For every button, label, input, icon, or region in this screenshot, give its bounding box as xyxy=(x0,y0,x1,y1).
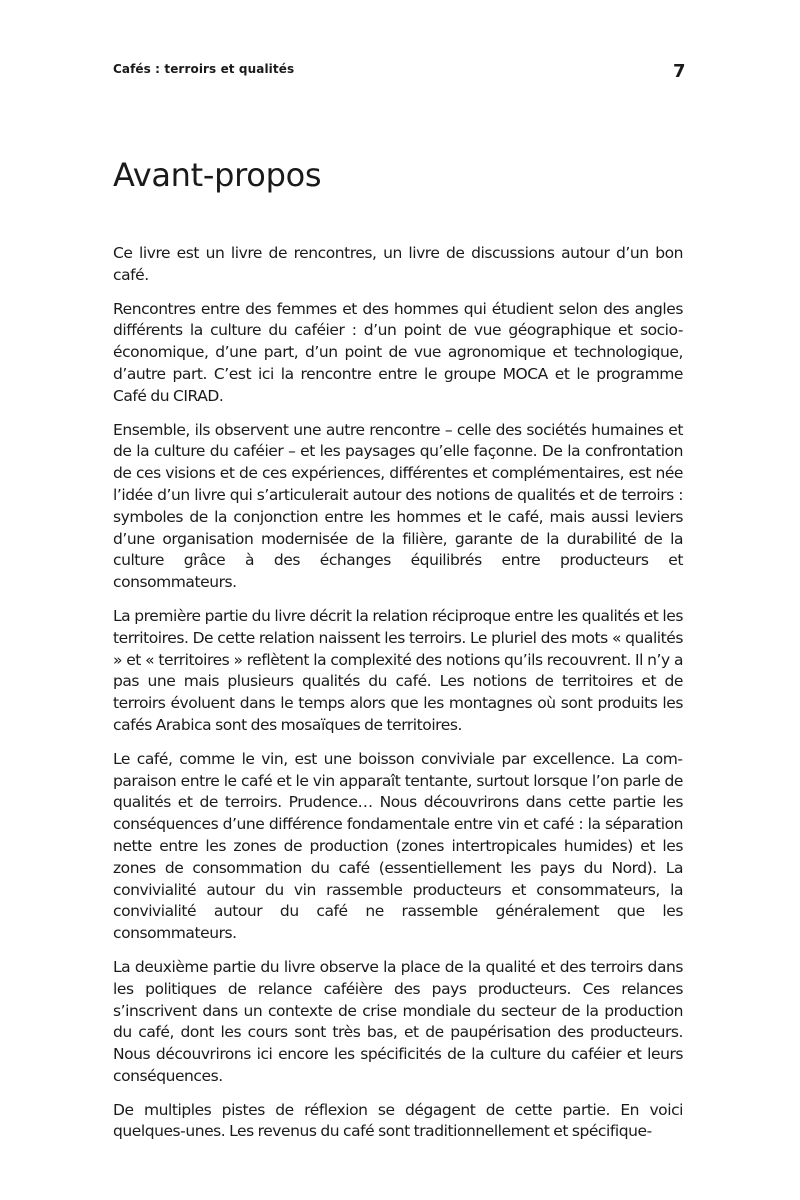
chapter-title: Avant-propos xyxy=(113,156,322,194)
paragraph: Ensemble, ils observent une autre rencontre – celle des sociétés humaines et de la culture du caféier – et les paysages qu’elle façonne. De la confrontation de ces visions et de ces expériences, différentes et complémentaires, est née l’idée d’un livre qui s’articulerait autour des notions de qualités et de terroirs : symboles de la conjonction entre les hommes et le café, mais aussi leviers d’une organisation modernisée de la filière, garante de la durabilité de la culture grâce à des échanges équilibrés entre producteurs et consommateurs. xyxy=(113,420,683,592)
paragraph: La première partie du livre décrit la relation réciproque entre les qualités et les territoires. De cette relation naissent les terroirs. Le pluriel des mots « qualités » et « territoires » reflètent la complexité des notions qu’ils recouvrent. Il n’y a pas une mais plusieurs qualités du café. Les notions de territoires et de terroirs évoluent dans le temps alors que les montagnes où sont produits les cafés Arabica sont des mosaïques de territoires. xyxy=(113,606,683,734)
body-text xyxy=(113,243,683,1143)
page-number: 7 xyxy=(673,61,686,82)
paragraph: Ce livre est un livre de rencontres, un livre de discussions autour d’un bon café. xyxy=(113,244,683,284)
running-title: Cafés : terroirs et qualités xyxy=(113,62,295,76)
paragraph: Le café, comme le vin, est une boisson conviviale par excellence. La comparaison entre le café et le vin apparaît tentante, surtout lorsque l’on parle de qualités et de terroirs. Prudence… Nous découvrirons dans cette partie les conséquences d’une différence fondamentale entre vin et café : la séparation nette entre les zones de production (zones intertropicales humides) et les zones de consommation du café (essentiellement les pays du Nord). La convivialité autour du vin rassemble producteurs et consommateurs, la convivialité autour du café ne rassemble généralement que les consommateurs. xyxy=(113,749,683,943)
paragraph: De multiples pistes de réflexion se dégagent de cette partie. En voici quelques-unes. Les revenus du café sont traditionnellement et spécifique- xyxy=(113,1100,683,1141)
paragraph: Rencontres entre des femmes et des hommes qui étudient selon des angles différents la culture du caféier : d’un point de vue géographique et socio-économique, d’une part, d’un point de vue agronomique et technologique, d’autre part. C’est ici la rencontre entre le groupe MOCA et le programme Café du CIRAD. xyxy=(113,299,683,405)
paragraph: La deuxième partie du livre observe la place de la qualité et des terroirs dans les politiques de relance caféière des pays producteurs. Ces relances s’inscrivent dans un contexte de crise mondiale du secteur de la production du café, dont les cours sont très bas, et de paupérisation des producteurs. Nous découvrirons ici encore les spécificités de la culture du caféier et leurs conséquences. xyxy=(113,957,683,1085)
